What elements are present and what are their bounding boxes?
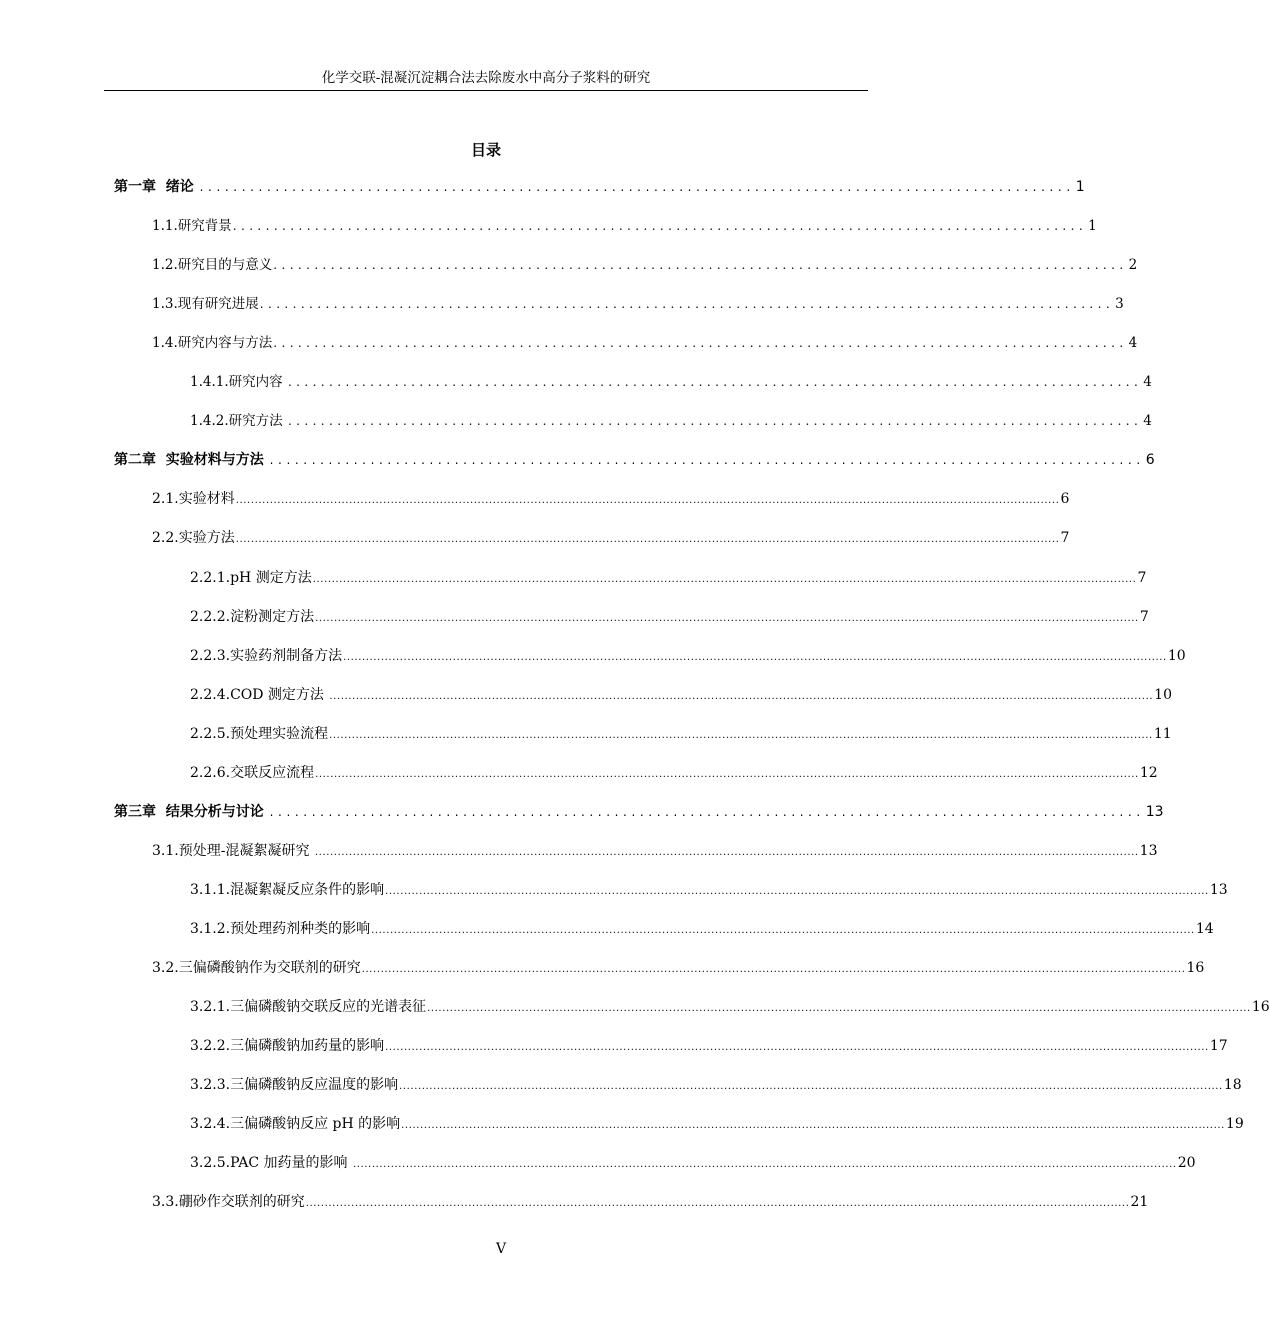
toc-entry-page: 14	[1195, 921, 1214, 937]
toc-entry-label: 1.3.现有研究进展	[152, 296, 259, 312]
dot-leader: ........................................................................................................	[273, 258, 1128, 272]
dot-leader: ..........................................................................................................................................................................................................................	[312, 574, 1137, 585]
toc-entry-label: 3.2.三偏磷酸钠作为交联剂的研究	[152, 960, 361, 976]
toc-entry-3-3[interactable]	[152, 1191, 1149, 1213]
dot-leader: ..........................................................................................................................................................................................................................	[329, 730, 1153, 741]
toc-entry-page: 7	[1137, 570, 1147, 586]
toc-entry-page: 13	[1139, 843, 1158, 859]
dot-leader: ........................................................................................................	[287, 375, 1143, 389]
toc-entry-page: 2	[1128, 257, 1138, 273]
dot-leader: ..........................................................................................................................................................................................................................	[371, 925, 1195, 936]
toc-entry-page: 3	[1115, 296, 1124, 312]
dot-leader: ........................................................................................................	[273, 336, 1128, 350]
dot-leader: ..........................................................................................................................................................................................................................	[315, 769, 1139, 780]
toc-entry-3-2-5[interactable]	[190, 1152, 1196, 1174]
dot-leader: ..........................................................................................................................................................................................................................	[385, 886, 1209, 897]
toc-entry-page: 6	[1145, 452, 1155, 468]
toc-entry-chapter-2[interactable]	[114, 449, 1155, 471]
toc-entry-label: 3.2.4.三偏磷酸钠反应 pH 的影响	[190, 1116, 401, 1132]
toc-entry-label: 第二章 实验材料与方法	[114, 452, 269, 468]
toc-entry-page: 1	[1088, 218, 1097, 234]
toc-entry-page: 16	[1186, 960, 1205, 976]
toc-entry-page: 7	[1139, 609, 1149, 625]
toc-entry-3-2-1[interactable]	[190, 996, 1270, 1018]
toc-entry-2-2-4[interactable]	[190, 684, 1172, 706]
toc-entry-2-2-6[interactable]	[190, 762, 1158, 784]
dot-leader: ..........................................................................................................................................................................................................................	[235, 495, 1060, 506]
dot-leader: ........................................................................................................	[199, 180, 1075, 194]
toc-entry-label: 1.4.1.研究内容	[190, 374, 287, 390]
dot-leader: ........................................................................................................	[269, 453, 1145, 467]
dot-leader: ..........................................................................................................................................................................................................................	[315, 613, 1139, 624]
toc-entry-page: 17	[1209, 1038, 1228, 1054]
toc-entry-page: 10	[1154, 687, 1172, 703]
toc-entry-label: 2.2.6.交联反应流程	[190, 765, 315, 781]
toc-entry-page: 21	[1130, 1194, 1149, 1210]
toc-entry-label: 1.2.研究目的与意义	[152, 257, 273, 273]
dot-leader: ..........................................................................................................................................................................................................................	[427, 1003, 1251, 1014]
toc-entry-label: 第一章 绪论	[114, 179, 199, 195]
dot-leader: ..........................................................................................................................................................................................................................	[235, 534, 1060, 545]
dot-leader: ..........................................................................................................................................................................................................................	[314, 847, 1139, 858]
running-header: 化学交联-混凝沉淀耦合法去除废水中高分子浆料的研究	[321, 70, 651, 86]
toc-entry-page: 20	[1177, 1155, 1196, 1171]
dot-leader: ..........................................................................................................................................................................................................................	[329, 691, 1154, 702]
toc-entry-page: 13	[1145, 804, 1164, 820]
toc-entry-1-4[interactable]	[152, 332, 1138, 354]
toc-entry-label: 3.1.2.预处理药剂种类的影响	[190, 921, 371, 937]
toc-entry-label: 3.2.2.三偏磷酸钠加药量的影响	[190, 1038, 385, 1054]
toc-entry-label: 2.2.1.pH 测定方法	[190, 570, 312, 586]
toc-entry-page: 10	[1167, 648, 1186, 664]
dot-leader: ..........................................................................................................................................................................................................................	[352, 1159, 1177, 1170]
toc-entry-label: 3.2.5.PAC 加药量的影响	[190, 1155, 352, 1171]
toc-entry-3-1-1[interactable]	[190, 879, 1228, 901]
toc-entry-page: 4	[1143, 413, 1152, 429]
toc-entry-label: 1.4.2.研究方法	[190, 413, 287, 429]
toc-entry-1-2[interactable]	[152, 254, 1138, 276]
toc-entry-label: 2.2.5.预处理实验流程	[190, 726, 329, 742]
toc-entry-label: 3.3.硼砂作交联剂的研究	[152, 1194, 305, 1210]
toc-entry-page: 4	[1143, 374, 1152, 390]
toc-entry-page: 7	[1060, 530, 1070, 546]
toc-entry-page: 12	[1139, 765, 1158, 781]
toc-entry-2-2[interactable]	[152, 527, 1070, 549]
toc-entry-page: 16	[1251, 999, 1270, 1015]
toc-entry-page: 11	[1153, 726, 1172, 742]
toc-title: 目录	[470, 141, 501, 159]
toc-entry-2-2-2[interactable]	[190, 606, 1149, 628]
toc-entry-3-2[interactable]	[152, 957, 1205, 979]
toc-entry-3-1-2[interactable]	[190, 918, 1214, 940]
toc-entry-page: 18	[1223, 1077, 1242, 1093]
dot-leader: ..........................................................................................................................................................................................................................	[361, 964, 1186, 975]
toc-entry-3-2-2[interactable]	[190, 1035, 1228, 1057]
toc-entry-chapter-1[interactable]	[114, 176, 1085, 198]
toc-entry-label: 3.2.1.三偏磷酸钠交联反应的光谱表征	[190, 999, 427, 1015]
toc-entry-label: 3.2.3.三偏磷酸钠反应温度的影响	[190, 1077, 399, 1093]
toc-entry-2-2-1[interactable]	[190, 567, 1147, 589]
toc-entry-1-3[interactable]	[152, 293, 1124, 315]
toc-entry-label: 3.1.预处理-混凝絮凝研究	[152, 843, 314, 859]
toc-entry-label: 2.2.实验方法	[152, 530, 235, 546]
dot-leader: ........................................................................................................	[287, 414, 1143, 428]
dot-leader: ..........................................................................................................................................................................................................................	[399, 1081, 1223, 1092]
dot-leader: ........................................................................................................	[259, 297, 1115, 311]
toc-entry-label: 2.2.2.淀粉测定方法	[190, 609, 315, 625]
toc-entry-page: 1	[1075, 179, 1085, 195]
toc-entry-page: 6	[1060, 491, 1070, 507]
toc-entry-label: 第三章 结果分析与讨论	[114, 804, 269, 820]
toc-entry-3-2-4[interactable]	[190, 1113, 1244, 1135]
dot-leader: ..........................................................................................................................................................................................................................	[343, 652, 1167, 663]
toc-entry-1-4-1[interactable]	[190, 371, 1152, 393]
toc-entry-3-2-3[interactable]	[190, 1074, 1242, 1096]
toc-entry-label: 1.4.研究内容与方法	[152, 335, 273, 351]
dot-leader: ........................................................................................................	[232, 219, 1088, 233]
toc-entry-2-2-3[interactable]	[190, 645, 1186, 667]
toc-entry-label: 2.2.4.COD 测定方法	[190, 687, 329, 703]
dot-leader: ..........................................................................................................................................................................................................................	[305, 1198, 1130, 1209]
toc-entry-label: 1.1.研究背景	[152, 218, 232, 234]
page-number: V	[495, 1241, 507, 1257]
toc-entry-label: 3.1.1.混凝絮凝反应条件的影响	[190, 882, 385, 898]
dot-leader: ..........................................................................................................................................................................................................................	[401, 1120, 1225, 1131]
header-rule	[104, 90, 868, 91]
toc-entry-1-4-2[interactable]	[190, 410, 1152, 432]
toc-entry-label: 2.2.3.实验药剂制备方法	[190, 648, 343, 664]
toc-entry-1-1[interactable]	[152, 215, 1097, 237]
toc-entry-page: 13	[1209, 882, 1228, 898]
dot-leader: ..........................................................................................................................................................................................................................	[385, 1042, 1209, 1053]
toc-entry-chapter-3[interactable]	[114, 801, 1164, 823]
toc-entry-2-1[interactable]	[152, 488, 1070, 510]
toc-entry-label: 2.1.实验材料	[152, 491, 235, 507]
dot-leader: ........................................................................................................	[269, 805, 1145, 819]
toc-entry-page: 19	[1225, 1116, 1244, 1132]
toc-entry-3-1[interactable]	[152, 840, 1158, 862]
toc-entry-2-2-5[interactable]	[190, 723, 1172, 745]
toc-entry-page: 4	[1128, 335, 1138, 351]
